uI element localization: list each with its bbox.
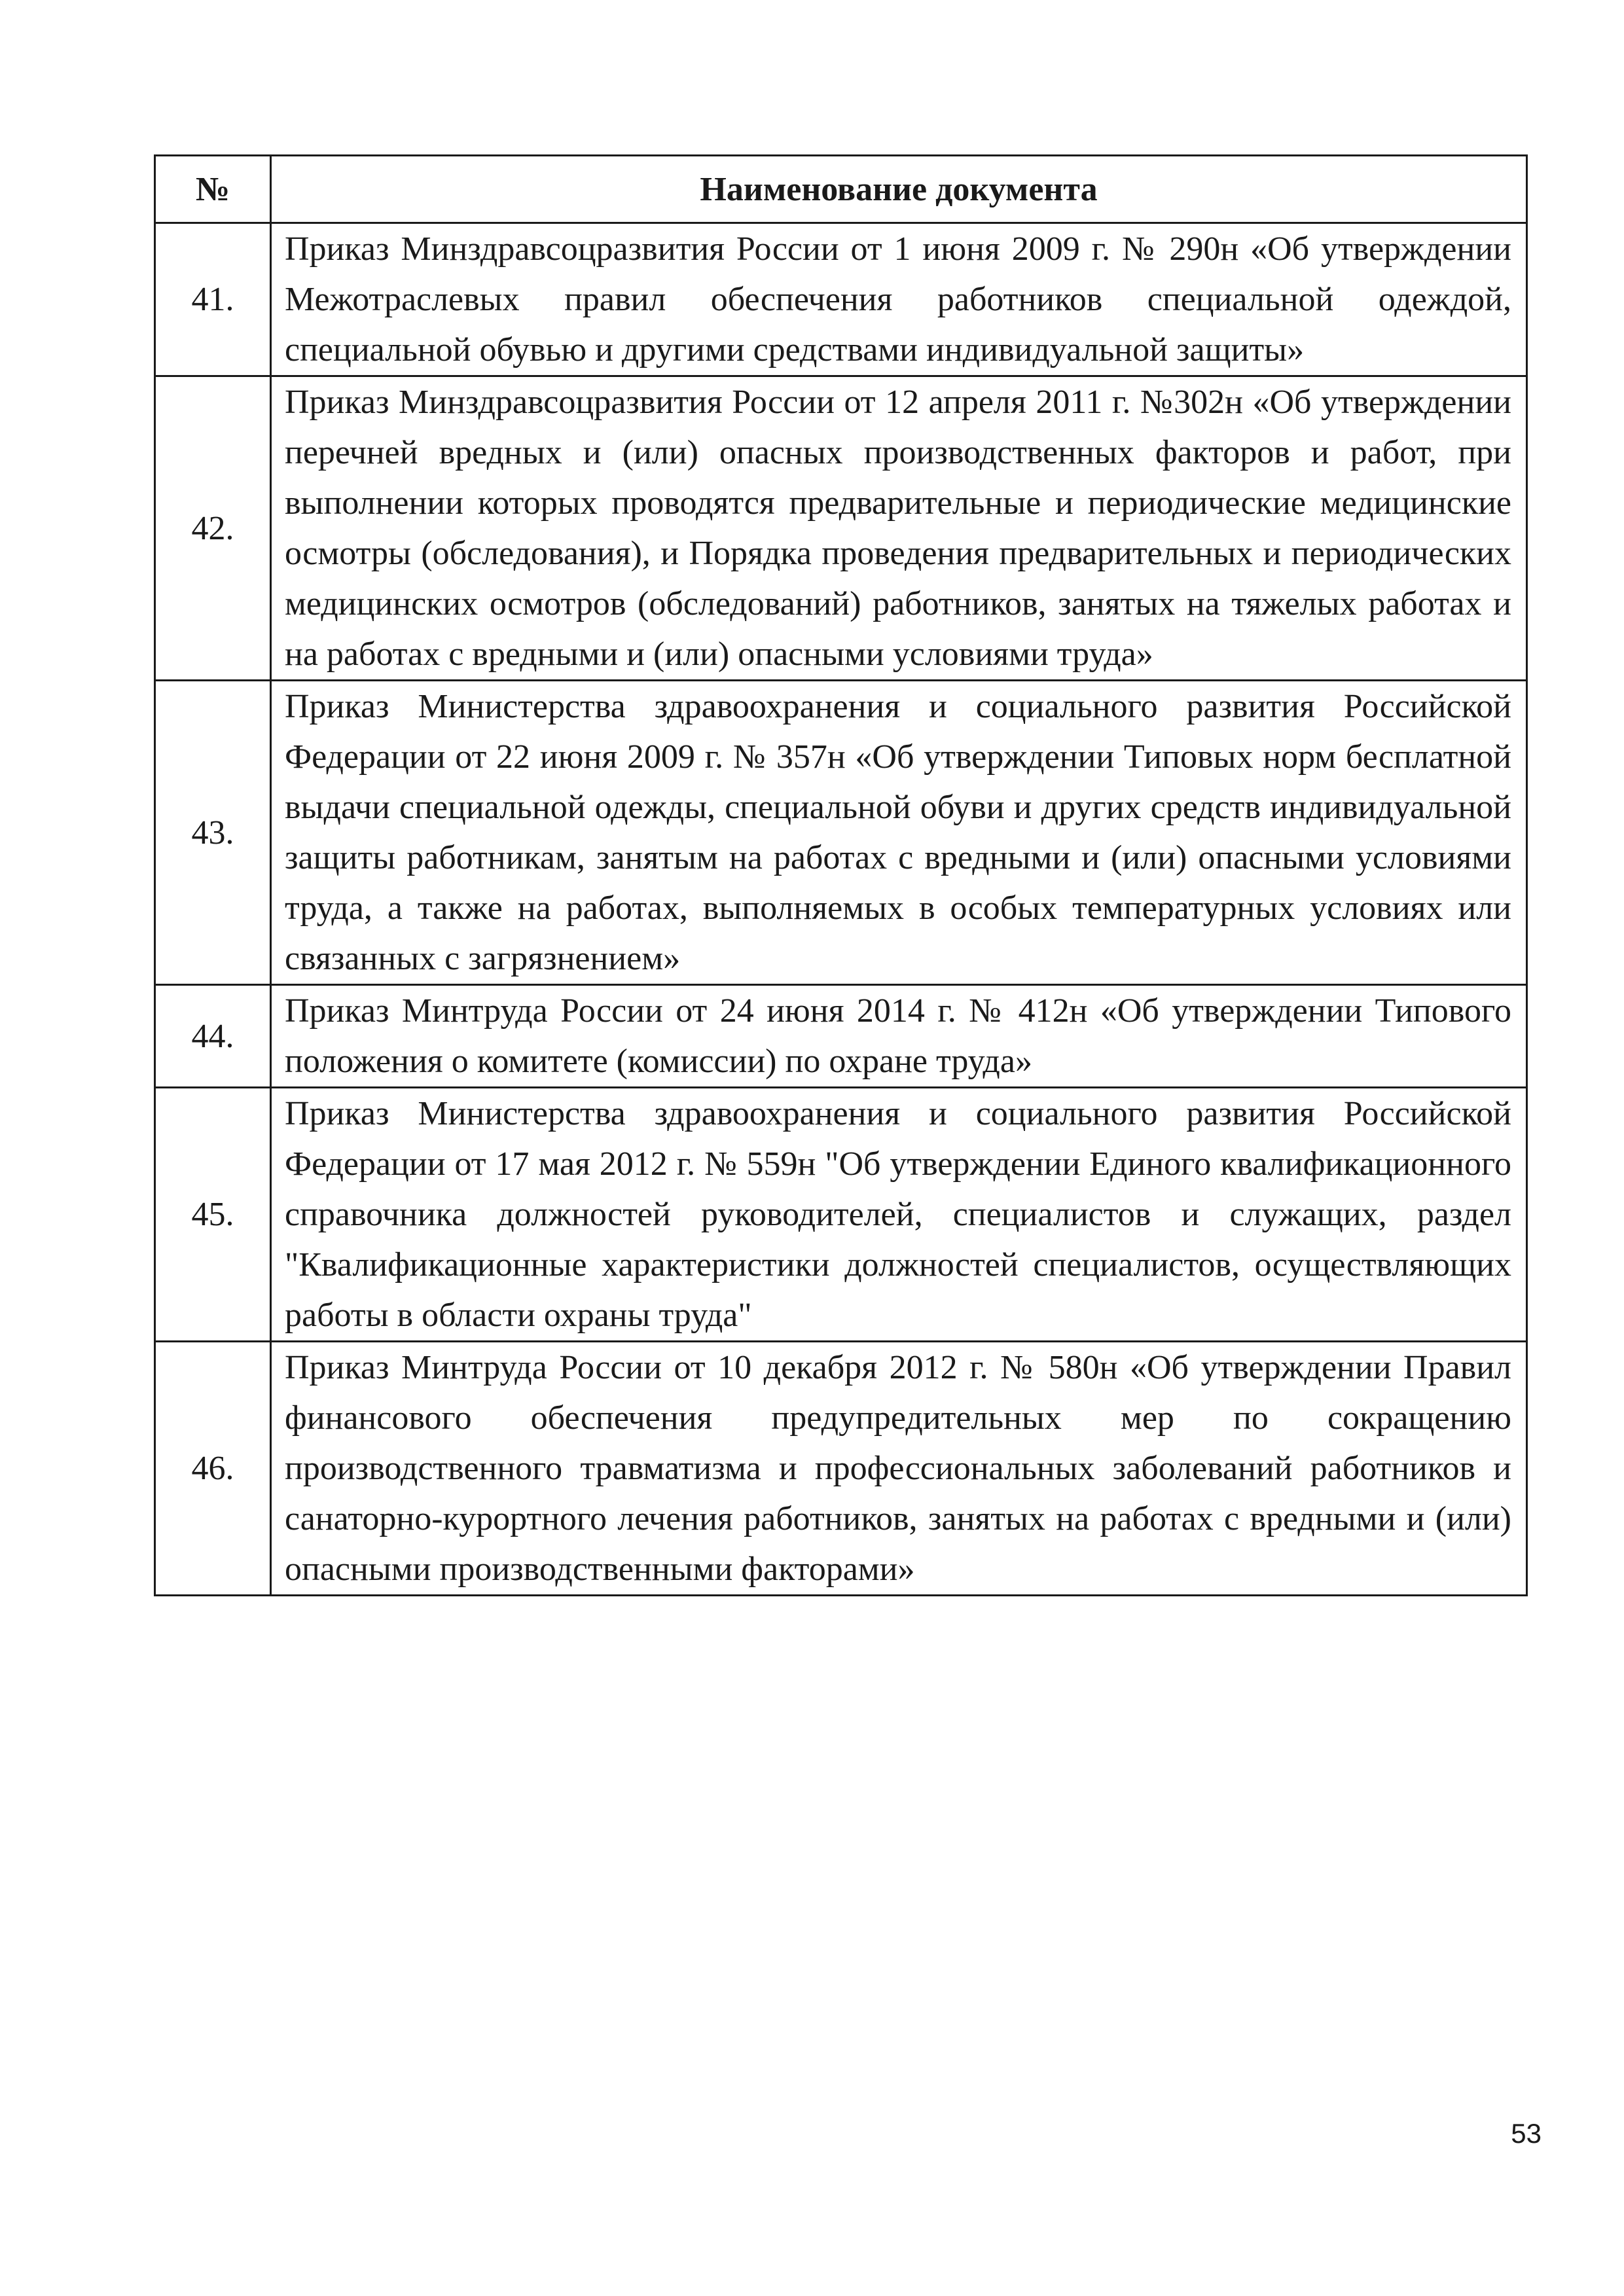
header-number: № [155, 156, 271, 223]
row-number: 46. [155, 1342, 271, 1596]
table-header-row [155, 156, 1527, 223]
table-row [155, 1088, 1527, 1342]
documents-table [154, 154, 1528, 1596]
header-document-name: Наименование документа [271, 156, 1527, 223]
row-number: 43. [155, 681, 271, 985]
document-name: Приказ Министерства здравоохранения и социального развития Российской Федерации от 22 июня 2009 г. № 357н «Об утверждении Типовых норм бесплатной выдачи специальной одежды, специальной обуви и других средств индивидуальной защиты работникам, занятым на работах с вредными и (или) опасными условиями труда, а также на работах, выполняемых в особых температурных условиях или связанных с загрязнением» [271, 681, 1527, 985]
page-number: 53 [1511, 2118, 1542, 2149]
document-name: Приказ Минтруда России от 10 декабря 2012 г. № 580н «Об утверждении Правил финансового обеспечения предупредительных мер по сокращению производственного травматизма и профессиональных заболеваний работников и санаторно-курортного лечения работников, занятых на работах с вредными и (или) опасными производственными факторами» [271, 1342, 1527, 1596]
document-name: Приказ Министерства здравоохранения и социального развития Российской Федерации от 17 мая 2012 г. № 559н "Об утверждении Единого квалификационного справочника должностей руководителей, специалистов и служащих, раздел "Квалификационные характеристики должностей специалистов, осуществляющих работы в области охраны труда" [271, 1088, 1527, 1342]
row-number: 45. [155, 1088, 271, 1342]
table-row [155, 223, 1527, 376]
row-number: 42. [155, 376, 271, 681]
document-name: Приказ Минтруда России от 24 июня 2014 г. № 412н «Об утверждении Типового положения о комитете (комиссии) по охране труда» [271, 985, 1527, 1088]
document-name: Приказ Минздравсоцразвития России от 12 апреля 2011 г. №302н «Об утверждении перечней вредных и (или) опасных производственных факторов и работ, при выполнении которых проводятся предварительные и периодические медицинские осмотры (обследования), и Порядка проведения предварительных и периодических медицинских осмотров (обследований) работников, занятых на тяжелых работах и на работах с вредными и (или) опасными условиями труда» [271, 376, 1527, 681]
table-row [155, 1342, 1527, 1596]
document-name: Приказ Минздравсоцразвития России от 1 июня 2009 г. № 290н «Об утверждении Межотраслевых правил обеспечения работников специальной одеждой, специальной обувью и другими средствами индивидуальной защиты» [271, 223, 1527, 376]
table-row [155, 681, 1527, 985]
row-number: 41. [155, 223, 271, 376]
row-number: 44. [155, 985, 271, 1088]
table-row [155, 376, 1527, 681]
table-row [155, 985, 1527, 1088]
